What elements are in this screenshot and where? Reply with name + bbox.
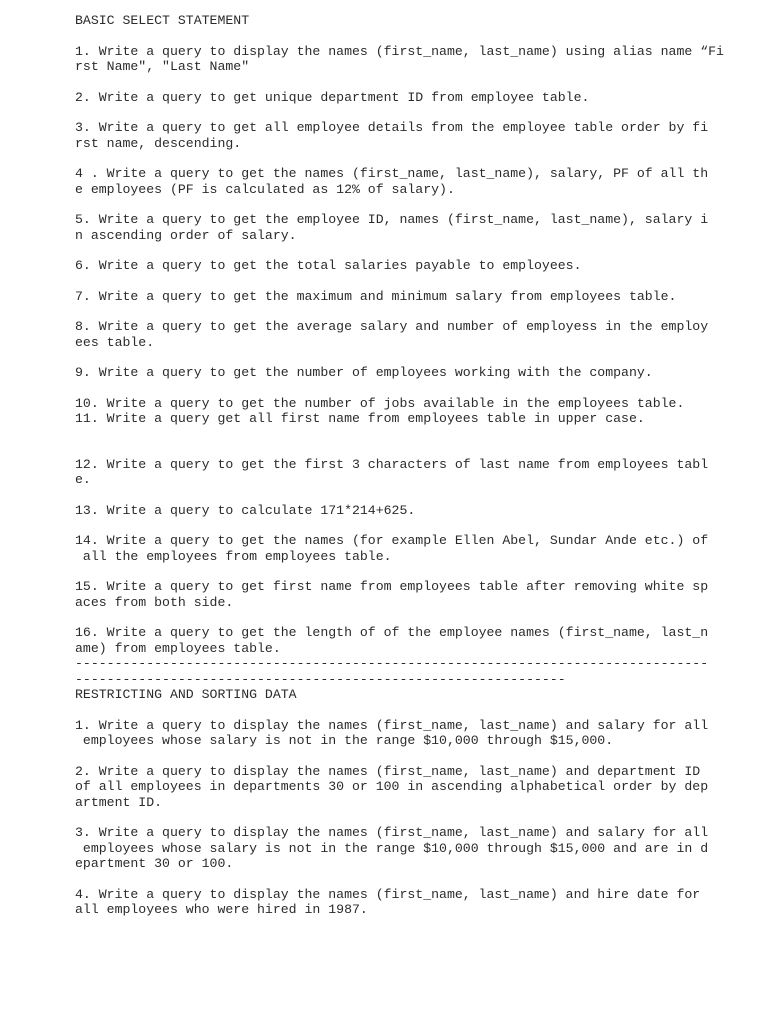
- paragraph-spacer: [75, 75, 695, 90]
- text-line: RESTRICTING AND SORTING DATA: [75, 687, 297, 702]
- text-line: --------------------------------------------------------------: [75, 671, 566, 687]
- text-block: [75, 365, 695, 381]
- text-block: [75, 717, 709, 749]
- paragraph-spacer: [75, 749, 695, 764]
- text-block: [75, 289, 695, 305]
- paragraph-spacer: [75, 197, 695, 212]
- text-line: of all employees in departments 30 or 100 in ascending alphabetical order by dep: [75, 779, 709, 794]
- text-line: 5. Write a query to get the employee ID, names (first_name, last_name), salary i: [75, 212, 709, 227]
- text-line: 14. Write a query to get the names (for example Ellen Abel, Sundar Ande etc.) of: [75, 533, 709, 548]
- text-line: 12. Write a query to get the first 3 characters of last name from employees tabl: [75, 456, 709, 472]
- paragraph-spacer: [75, 381, 695, 396]
- text-line: rst Name", "Last Name": [75, 59, 250, 74]
- paragraph-spacer: [75, 274, 695, 289]
- paragraph-spacer: [75, 427, 695, 442]
- paragraph-spacer: [75, 442, 695, 457]
- text-line: 2. Write a query to get unique department ID from employee table.: [75, 89, 590, 105]
- text-line: 10. Write a query to get the number of jobs available in the employees table.: [75, 395, 685, 411]
- text-line: artment ID.: [75, 794, 163, 810]
- text-line: epartment 30 or 100.: [75, 856, 234, 871]
- text-line: 9. Write a query to get the number of employees working with the company.: [75, 365, 653, 380]
- text-line: 4 . Write a query to get the names (first_name, last_name), salary, PF of all th: [75, 166, 709, 181]
- paragraph-spacer: [75, 350, 695, 365]
- text-line: aces from both side.: [75, 594, 234, 610]
- text-block: [75, 43, 724, 75]
- text-block: [75, 396, 695, 427]
- paragraph-spacer: [75, 703, 695, 718]
- text-line: 11. Write a query get all first name from employees table in upper case.: [75, 411, 645, 426]
- section-heading: [75, 13, 695, 29]
- text-line: 3. Write a query to get all employee details from the employee table order by fi: [75, 120, 709, 135]
- paragraph-spacer: [75, 105, 695, 120]
- text-line: 13. Write a query to calculate 171*214+625.: [75, 502, 416, 518]
- paragraph-spacer: [75, 29, 695, 44]
- document-page: [75, 13, 724, 918]
- text-block: [75, 319, 709, 350]
- text-line: 4. Write a query to display the names (first_name, last_name) and hire date for: [75, 886, 701, 902]
- text-line: e employees (PF is calculated as 12% of salary).: [75, 181, 455, 197]
- text-line: all employees who were hired in 1987.: [75, 902, 368, 917]
- text-line: 2. Write a query to display the names (first_name, last_name) and department ID: [75, 763, 701, 779]
- text-block: [75, 212, 709, 243]
- text-line: ame) from employees table.: [75, 640, 281, 656]
- paragraph-spacer: [75, 810, 695, 825]
- text-line: 15. Write a query to get first name from employees table after removing white sp: [75, 579, 709, 594]
- text-block: [75, 625, 709, 703]
- text-line: --------------------------------------------------------------------------------: [75, 656, 709, 671]
- paragraph-spacer: [75, 304, 695, 319]
- text-block: [75, 886, 701, 918]
- text-line: rst name, descending.: [75, 135, 242, 151]
- paragraph-spacer: [75, 151, 695, 166]
- text-line: employees whose salary is not in the range $10,000 through $15,000.: [75, 733, 614, 748]
- text-line: n ascending order of salary.: [75, 227, 297, 243]
- paragraph-spacer: [75, 488, 695, 503]
- text-line: 8. Write a query to get the average salary and number of employess in the employ: [75, 319, 709, 334]
- paragraph-spacer: [75, 872, 695, 887]
- text-line: ees table.: [75, 334, 155, 350]
- text-line: 7. Write a query to get the maximum and minimum salary from employees table.: [75, 288, 677, 304]
- paragraph-spacer: [75, 518, 695, 533]
- text-line: employees whose salary is not in the range $10,000 through $15,000 and are in d: [75, 840, 709, 856]
- text-block: [75, 825, 709, 872]
- text-line: e.: [75, 472, 91, 487]
- text-line: 6. Write a query to get the total salaries payable to employees.: [75, 258, 582, 273]
- text-block: [75, 120, 709, 151]
- paragraph-spacer: [75, 243, 695, 258]
- paragraph-spacer: [75, 610, 695, 625]
- text-block: [75, 166, 709, 197]
- text-line: 3. Write a query to display the names (first_name, last_name) and salary for all: [75, 825, 709, 840]
- text-block: [75, 90, 695, 106]
- text-block: [75, 456, 709, 488]
- text-line: 1. Write a query to display the names (first_name, last_name) using alias name “Fi: [75, 43, 724, 59]
- text-block: [75, 579, 709, 610]
- paragraph-spacer: [75, 564, 695, 579]
- text-block: [75, 763, 709, 811]
- text-block: [75, 533, 709, 564]
- text-line: 1. Write a query to display the names (first_name, last_name) and salary for all: [75, 717, 709, 733]
- text-line: all the employees from employees table.: [75, 548, 392, 564]
- text-line: 16. Write a query to get the length of of the employee names (first_name, last_n: [75, 625, 709, 640]
- text-block: [75, 258, 695, 274]
- text-block: [75, 503, 695, 519]
- text-line: BASIC SELECT STATEMENT: [75, 13, 250, 28]
